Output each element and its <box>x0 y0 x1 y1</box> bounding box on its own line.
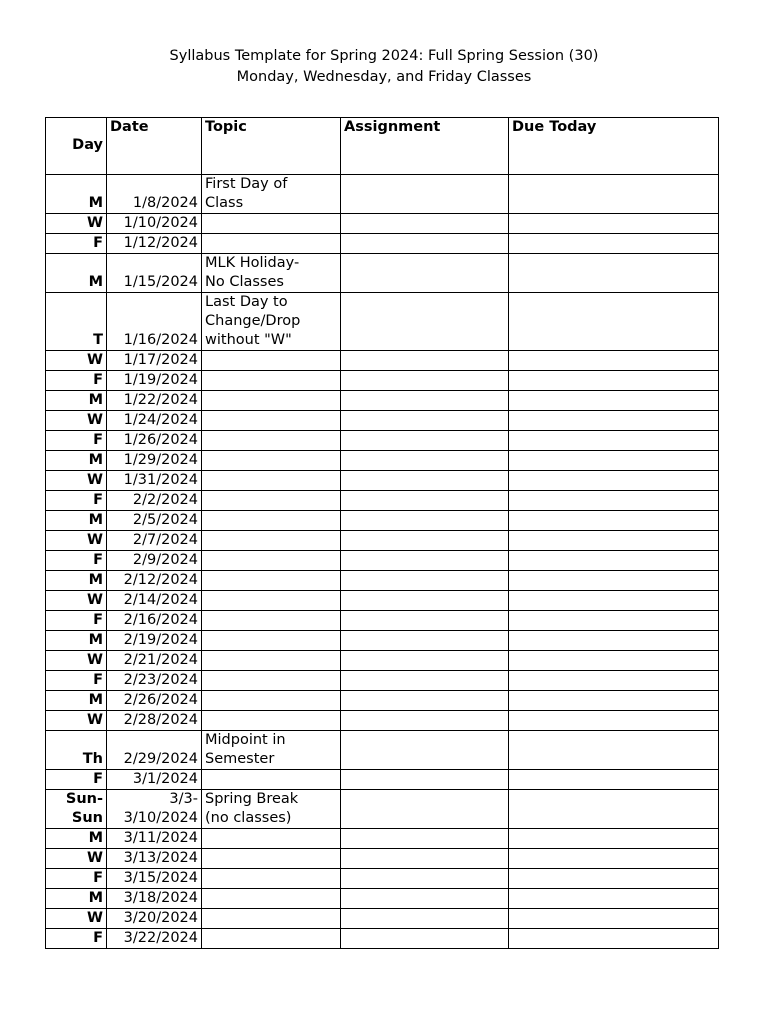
due-today-cell <box>509 631 719 651</box>
topic-cell <box>202 691 341 711</box>
table-row <box>46 175 719 214</box>
assignment-cell <box>341 631 509 651</box>
assignment-cell <box>341 511 509 531</box>
table-row <box>46 909 719 929</box>
assignment-cell <box>341 711 509 731</box>
day-cell: M <box>46 889 107 909</box>
day-cell: F <box>46 611 107 631</box>
day-cell: F <box>46 491 107 511</box>
assignment-cell <box>341 175 509 214</box>
table-row <box>46 691 719 711</box>
title-line-1: Syllabus Template for Spring 2024: Full Spring Session (30) <box>169 48 599 64</box>
day-cell: F <box>46 770 107 790</box>
due-today-cell <box>509 391 719 411</box>
date-cell: 1/12/2024 <box>107 234 202 254</box>
syllabus-table <box>45 117 719 949</box>
due-today-cell <box>509 571 719 591</box>
date-cell: 3/3- 3/10/2024 <box>107 790 202 829</box>
table-row <box>46 491 719 511</box>
topic-cell <box>202 451 341 471</box>
table-row <box>46 214 719 234</box>
assignment-cell <box>341 731 509 770</box>
day-cell: M <box>46 631 107 651</box>
topic-cell <box>202 651 341 671</box>
day-cell: W <box>46 909 107 929</box>
table-row <box>46 611 719 631</box>
assignment-cell <box>341 889 509 909</box>
due-today-cell <box>509 591 719 611</box>
date-cell: 3/20/2024 <box>107 909 202 929</box>
date-cell: 3/18/2024 <box>107 889 202 909</box>
date-cell: 2/7/2024 <box>107 531 202 551</box>
table-row <box>46 651 719 671</box>
topic-cell <box>202 234 341 254</box>
assignment-cell <box>341 214 509 234</box>
table-row <box>46 431 719 451</box>
topic-cell: Last Day to Change/Drop without "W" <box>202 293 341 351</box>
assignment-cell <box>341 254 509 293</box>
day-cell: F <box>46 869 107 889</box>
due-today-cell <box>509 371 719 391</box>
due-today-cell <box>509 254 719 293</box>
table-row <box>46 631 719 651</box>
topic-cell <box>202 351 341 371</box>
table-row <box>46 571 719 591</box>
assignment-cell <box>341 671 509 691</box>
due-today-cell <box>509 691 719 711</box>
date-cell: 1/15/2024 <box>107 254 202 293</box>
day-cell: M <box>46 175 107 214</box>
date-cell: 1/31/2024 <box>107 471 202 491</box>
date-cell: 2/28/2024 <box>107 711 202 731</box>
due-today-cell <box>509 431 719 451</box>
table-row <box>46 451 719 471</box>
due-today-cell <box>509 849 719 869</box>
assignment-cell <box>341 371 509 391</box>
assignment-cell <box>341 471 509 491</box>
assignment-cell <box>341 571 509 591</box>
topic-cell <box>202 511 341 531</box>
table-row <box>46 391 719 411</box>
title-line-2: Monday, Wednesday, and Friday Classes <box>236 69 532 85</box>
table-row <box>46 551 719 571</box>
day-cell: W <box>46 471 107 491</box>
day-cell: F <box>46 431 107 451</box>
date-cell: 3/15/2024 <box>107 869 202 889</box>
due-today-cell <box>509 293 719 351</box>
day-cell: W <box>46 591 107 611</box>
table-row <box>46 731 719 770</box>
day-cell: W <box>46 711 107 731</box>
due-today-cell <box>509 731 719 770</box>
due-today-cell <box>509 411 719 431</box>
due-today-cell <box>509 491 719 511</box>
table-header-row <box>46 118 719 175</box>
day-cell: F <box>46 551 107 571</box>
day-cell: T <box>46 293 107 351</box>
due-today-cell <box>509 471 719 491</box>
date-cell: 2/2/2024 <box>107 491 202 511</box>
assignment-cell <box>341 591 509 611</box>
topic-cell <box>202 591 341 611</box>
day-cell: F <box>46 371 107 391</box>
topic-cell <box>202 869 341 889</box>
assignment-cell <box>341 491 509 511</box>
date-cell: 2/29/2024 <box>107 731 202 770</box>
date-cell: 1/22/2024 <box>107 391 202 411</box>
topic-cell <box>202 491 341 511</box>
due-today-cell <box>509 889 719 909</box>
due-today-cell <box>509 234 719 254</box>
topic-cell <box>202 611 341 631</box>
assignment-cell <box>341 790 509 829</box>
topic-cell <box>202 571 341 591</box>
date-cell: 1/19/2024 <box>107 371 202 391</box>
date-cell: 2/19/2024 <box>107 631 202 651</box>
header-date: Date <box>107 118 202 175</box>
topic-cell <box>202 770 341 790</box>
topic-cell: First Day of Class <box>202 175 341 214</box>
due-today-cell <box>509 451 719 471</box>
date-cell: 3/1/2024 <box>107 770 202 790</box>
due-today-cell <box>509 869 719 889</box>
day-cell: M <box>46 391 107 411</box>
date-cell: 3/11/2024 <box>107 829 202 849</box>
topic-cell <box>202 631 341 651</box>
due-today-cell <box>509 790 719 829</box>
due-today-cell <box>509 351 719 371</box>
day-cell: F <box>46 671 107 691</box>
day-cell: W <box>46 214 107 234</box>
table-row <box>46 351 719 371</box>
day-cell: W <box>46 651 107 671</box>
due-today-cell <box>509 770 719 790</box>
due-today-cell <box>509 531 719 551</box>
topic-cell: Spring Break (no classes) <box>202 790 341 829</box>
assignment-cell <box>341 234 509 254</box>
assignment-cell <box>341 431 509 451</box>
date-cell: 1/24/2024 <box>107 411 202 431</box>
due-today-cell <box>509 551 719 571</box>
day-cell: W <box>46 351 107 371</box>
table-row <box>46 829 719 849</box>
topic-cell <box>202 371 341 391</box>
header-due-today: Due Today <box>509 118 719 175</box>
date-cell: 3/13/2024 <box>107 849 202 869</box>
topic-cell <box>202 411 341 431</box>
assignment-cell <box>341 351 509 371</box>
topic-cell: MLK Holiday- No Classes <box>202 254 341 293</box>
date-cell: 1/8/2024 <box>107 175 202 214</box>
due-today-cell <box>509 214 719 234</box>
due-today-cell <box>509 909 719 929</box>
date-cell: 1/16/2024 <box>107 293 202 351</box>
assignment-cell <box>341 651 509 671</box>
day-cell: M <box>46 451 107 471</box>
date-cell: 2/9/2024 <box>107 551 202 571</box>
assignment-cell <box>341 551 509 571</box>
date-cell: 2/5/2024 <box>107 511 202 531</box>
table-row <box>46 471 719 491</box>
date-cell: 1/10/2024 <box>107 214 202 234</box>
table-row <box>46 591 719 611</box>
topic-cell <box>202 431 341 451</box>
due-today-cell <box>509 671 719 691</box>
topic-cell <box>202 671 341 691</box>
date-cell: 2/23/2024 <box>107 671 202 691</box>
table-row <box>46 511 719 531</box>
due-today-cell <box>509 175 719 214</box>
day-cell: M <box>46 571 107 591</box>
assignment-cell <box>341 909 509 929</box>
date-cell: 1/26/2024 <box>107 431 202 451</box>
table-row <box>46 371 719 391</box>
due-today-cell <box>509 611 719 631</box>
topic-cell: Midpoint in Semester <box>202 731 341 770</box>
assignment-cell <box>341 929 509 949</box>
date-cell: 1/17/2024 <box>107 351 202 371</box>
date-cell: 1/29/2024 <box>107 451 202 471</box>
table-row <box>46 849 719 869</box>
due-today-cell <box>509 511 719 531</box>
day-cell: F <box>46 929 107 949</box>
table-row <box>46 790 719 829</box>
due-today-cell <box>509 711 719 731</box>
table-row <box>46 254 719 293</box>
topic-cell <box>202 929 341 949</box>
topic-cell <box>202 531 341 551</box>
table-row <box>46 531 719 551</box>
day-cell: Sun- Sun <box>46 790 107 829</box>
assignment-cell <box>341 869 509 889</box>
table-row <box>46 671 719 691</box>
table-row <box>46 929 719 949</box>
topic-cell <box>202 551 341 571</box>
day-cell: F <box>46 234 107 254</box>
topic-cell <box>202 909 341 929</box>
table-row <box>46 711 719 731</box>
due-today-cell <box>509 929 719 949</box>
table-row <box>46 411 719 431</box>
date-cell: 2/14/2024 <box>107 591 202 611</box>
day-cell: W <box>46 411 107 431</box>
topic-cell <box>202 849 341 869</box>
assignment-cell <box>341 829 509 849</box>
header-assignment: Assignment <box>341 118 509 175</box>
table-row <box>46 234 719 254</box>
table-body <box>46 175 719 949</box>
date-cell: 3/22/2024 <box>107 929 202 949</box>
assignment-cell <box>341 411 509 431</box>
date-cell: 2/26/2024 <box>107 691 202 711</box>
date-cell: 2/16/2024 <box>107 611 202 631</box>
day-cell: W <box>46 531 107 551</box>
topic-cell <box>202 889 341 909</box>
day-cell: M <box>46 691 107 711</box>
due-today-cell <box>509 829 719 849</box>
date-cell: 2/12/2024 <box>107 571 202 591</box>
assignment-cell <box>341 611 509 631</box>
assignment-cell <box>341 391 509 411</box>
day-cell: M <box>46 829 107 849</box>
table-row <box>46 889 719 909</box>
table-row <box>46 869 719 889</box>
header-topic: Topic <box>202 118 341 175</box>
day-cell: M <box>46 254 107 293</box>
assignment-cell <box>341 531 509 551</box>
assignment-cell <box>341 691 509 711</box>
assignment-cell <box>341 770 509 790</box>
assignment-cell <box>341 451 509 471</box>
document-title <box>0 46 768 88</box>
due-today-cell <box>509 651 719 671</box>
topic-cell <box>202 711 341 731</box>
assignment-cell <box>341 849 509 869</box>
date-cell: 2/21/2024 <box>107 651 202 671</box>
topic-cell <box>202 471 341 491</box>
day-cell: W <box>46 849 107 869</box>
header-day: Day <box>46 118 107 175</box>
day-cell: M <box>46 511 107 531</box>
assignment-cell <box>341 293 509 351</box>
day-cell: Th <box>46 731 107 770</box>
topic-cell <box>202 829 341 849</box>
table-row <box>46 770 719 790</box>
table-row <box>46 293 719 351</box>
topic-cell <box>202 391 341 411</box>
topic-cell <box>202 214 341 234</box>
